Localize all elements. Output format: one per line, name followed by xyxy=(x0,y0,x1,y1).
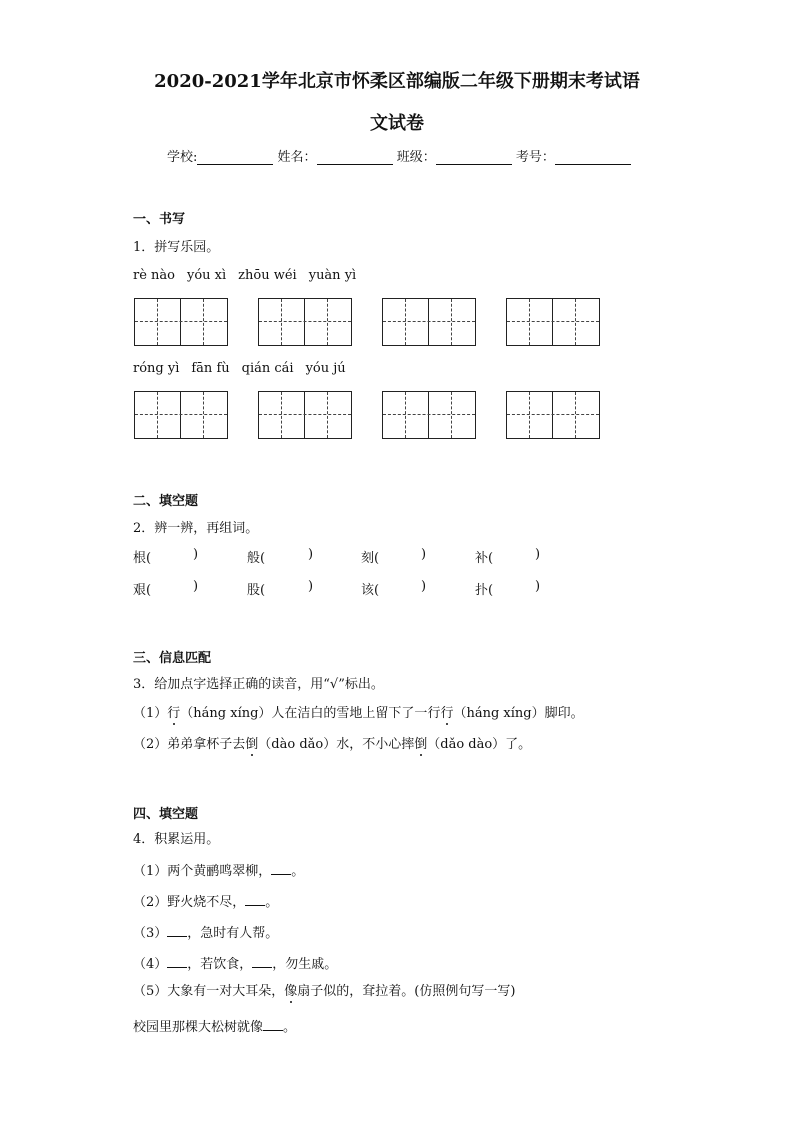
dotted-char: 倒 xyxy=(414,737,428,752)
pinyin-item: yuàn yì xyxy=(308,268,357,283)
pinyin-row-2 xyxy=(133,361,358,376)
question-4-line-1: （1）两个黄鹂鸣翠柳， 。 xyxy=(133,864,305,879)
answer-blank[interactable] xyxy=(271,862,291,875)
question-4-line-4: （4） ，若饮食， ，勿生戚。 xyxy=(133,957,338,972)
page-title-line2: 文试卷 xyxy=(370,113,424,134)
question-4-line-2: （2）野火烧不尽， 。 xyxy=(133,895,279,910)
pinyin-row-1 xyxy=(133,268,368,283)
question-4: 4．积累运用。 xyxy=(133,832,220,847)
question-1: 1．拼写乐园。 xyxy=(133,240,220,255)
class-blank[interactable] xyxy=(436,150,512,165)
answer-blank[interactable] xyxy=(167,924,187,937)
answer-blank[interactable] xyxy=(263,1018,283,1031)
writing-grid[interactable] xyxy=(506,298,600,346)
dotted-char: 行 xyxy=(167,706,181,721)
answer-blank[interactable] xyxy=(245,893,265,906)
writing-grid[interactable] xyxy=(382,391,476,439)
school-label: 学校: xyxy=(167,150,198,165)
pinyin-item: qián cái xyxy=(241,361,294,376)
word-close: ) xyxy=(535,547,541,562)
name-label: 姓名： xyxy=(277,150,317,165)
exam-number-blank[interactable] xyxy=(555,150,631,165)
writing-grid[interactable] xyxy=(258,298,352,346)
word-char: 刻( xyxy=(361,551,380,566)
student-info-line xyxy=(167,146,631,165)
word-close: ) xyxy=(193,579,199,594)
writing-grid[interactable] xyxy=(258,391,352,439)
pinyin-item: fān fù xyxy=(191,361,230,376)
word-close: ) xyxy=(535,579,541,594)
exam-number-label: 考号： xyxy=(515,150,555,165)
section-1-heading: 一、书写 xyxy=(133,212,186,227)
pinyin-item: róng yì xyxy=(133,361,180,376)
word-close: ) xyxy=(421,547,427,562)
section-2-heading: 二、填空题 xyxy=(133,494,199,509)
pinyin-item: yóu xì xyxy=(187,268,227,283)
question-4-line-3: （3） ，急时有人帮。 xyxy=(133,926,279,941)
dotted-char: 行 xyxy=(440,706,454,721)
word-char: 该( xyxy=(361,583,380,598)
writing-grid[interactable] xyxy=(506,391,600,439)
school-blank[interactable] xyxy=(197,150,273,165)
name-blank[interactable] xyxy=(317,150,393,165)
dotted-char: 倒 xyxy=(245,737,259,752)
pinyin-item: rè nào xyxy=(133,268,175,283)
pinyin-item: yóu jú xyxy=(305,361,346,376)
pinyin-item: zhōu wéi xyxy=(238,268,297,283)
word-char: 补( xyxy=(475,551,494,566)
section-4-heading: 四、填空题 xyxy=(133,807,199,822)
word-close: ) xyxy=(308,547,314,562)
word-char: 般( xyxy=(247,551,266,566)
writing-grid[interactable] xyxy=(134,391,228,439)
question-3: 3．给加点字选择正确的读音，用“√”标出。 xyxy=(133,677,384,692)
class-label: 班级： xyxy=(396,150,436,165)
page-title-line1: 2020-2021学年北京市怀柔区部编版二年级下册期末考试语 xyxy=(154,71,640,92)
word-char: 艰( xyxy=(133,583,152,598)
question-4-line-5: （5）大象有一对大耳朵，像扇子似的，耷拉着。(仿照例句写一写) xyxy=(133,984,516,999)
dotted-char: 像 xyxy=(284,984,298,999)
word-close: ) xyxy=(421,579,427,594)
word-close: ) xyxy=(193,547,199,562)
section-3-heading: 三、信息匹配 xyxy=(133,651,212,666)
word-char: 扑( xyxy=(475,583,494,598)
word-char: 根( xyxy=(133,551,152,566)
writing-grid[interactable] xyxy=(134,298,228,346)
answer-blank[interactable] xyxy=(252,955,272,968)
writing-grid[interactable] xyxy=(382,298,476,346)
question-3-line-2: （2）弟弟拿杯子去倒（dào dǎo）水，不小心摔倒（dǎo dào）了。 xyxy=(133,737,532,752)
question-2: 2．辨一辨，再组词。 xyxy=(133,521,259,536)
question-4-line-6: 校园里那棵大松树就像 。 xyxy=(133,1020,297,1035)
question-3-line-1: （1）行（háng xíng）人在洁白的雪地上留下了一行行（háng xíng）脚印。 xyxy=(133,706,584,721)
answer-blank[interactable] xyxy=(167,955,187,968)
word-char: 股( xyxy=(247,583,266,598)
word-close: ) xyxy=(308,579,314,594)
